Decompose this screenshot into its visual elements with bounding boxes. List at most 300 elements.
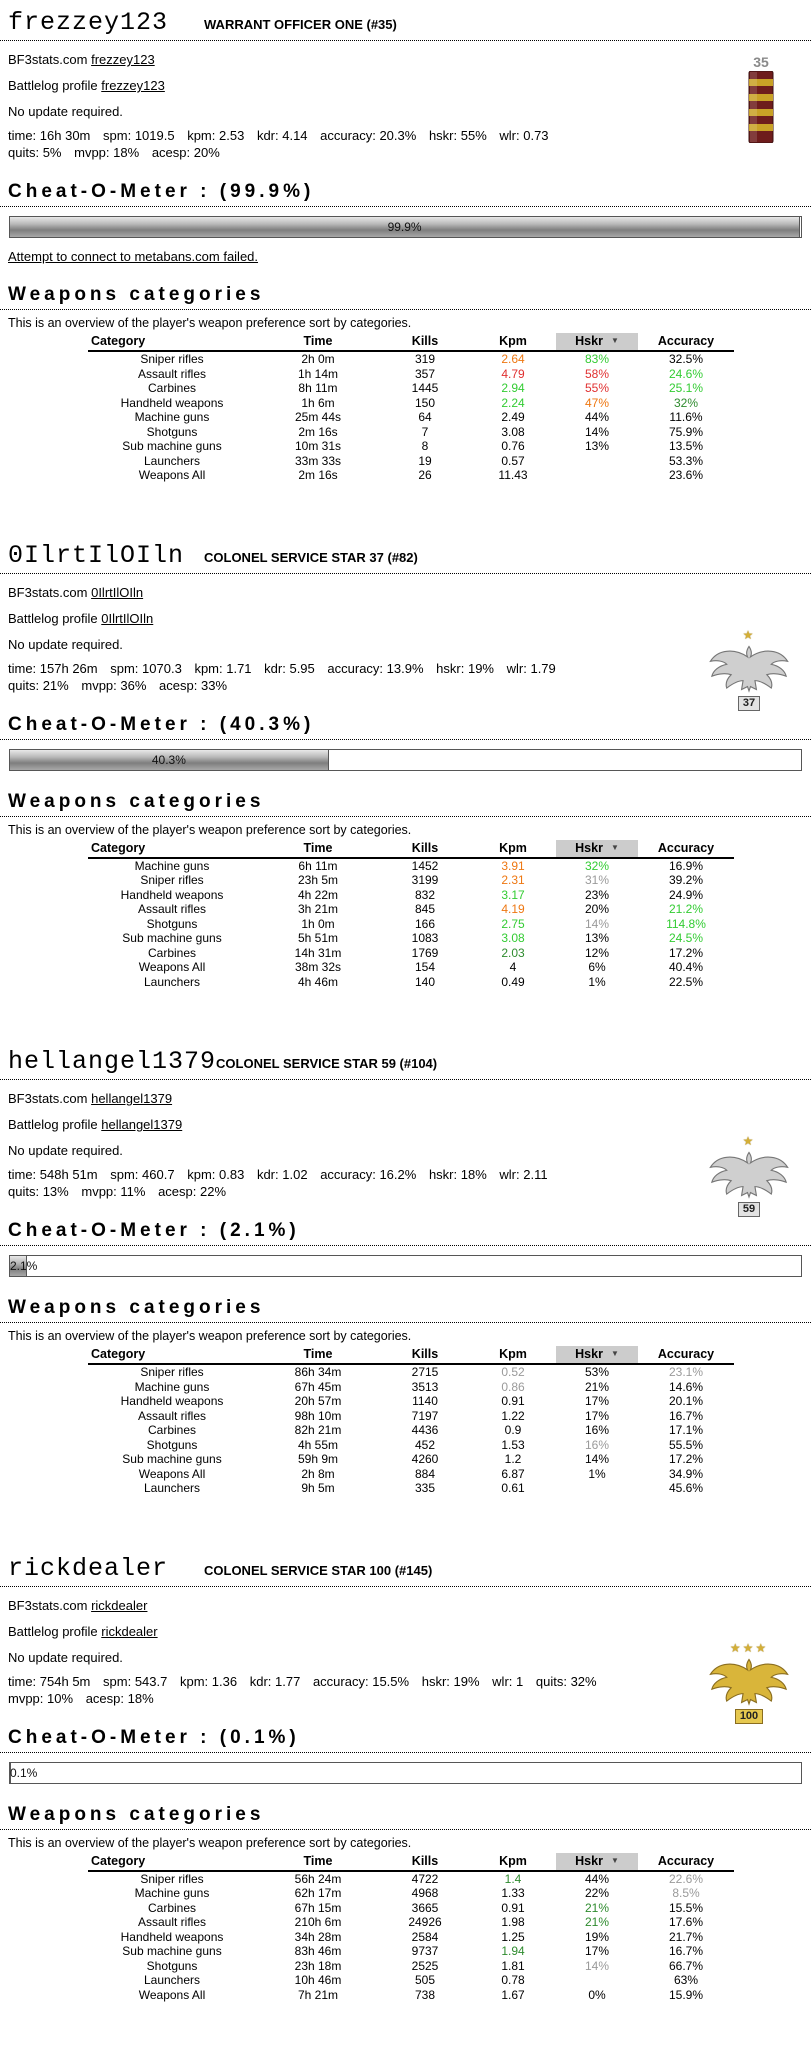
cell-acc: 21.2% [668, 902, 704, 916]
stat-label: acesp: [158, 1184, 197, 1199]
cell-hskr: 13% [584, 931, 610, 945]
weapons-table-row [88, 1944, 734, 1959]
weapons-table-row [88, 1871, 734, 1887]
bf3stats-line [8, 1598, 811, 1613]
cell-hskr [556, 454, 638, 469]
cell-kills: 3513 [411, 1379, 439, 1394]
cell-hskr: 21% [584, 1379, 610, 1394]
weapons-categories-heading: Weapons categories [0, 284, 811, 310]
cell-hskr: 53% [584, 1365, 610, 1379]
cheat-o-meter-heading: Cheat-O-Meter : (2.1%) [0, 1220, 811, 1246]
stat-label: spm: [103, 128, 132, 143]
cell-cat: Shotguns [146, 1958, 198, 1973]
cell-cat: Machine guns [134, 410, 210, 424]
cheat-o-meter-bar [9, 1255, 802, 1277]
cell-time: 25m 44s [294, 410, 342, 424]
cell-kills: 19 [418, 453, 432, 468]
bf3stats-profile-link[interactable]: rickdealer [91, 1597, 148, 1613]
rank-number: 100 [735, 1709, 763, 1724]
column-header-kpm: Kpm [470, 1853, 556, 1871]
cell-kpm: 1.25 [501, 1929, 525, 1944]
rank-number: 37 [738, 696, 760, 711]
cell-hskr [556, 1973, 638, 1988]
rank-insignia-icon [701, 1135, 797, 1217]
bf3stats-profile-link[interactable]: hellangel1379 [91, 1091, 173, 1106]
cell-cat: Carbines [147, 1423, 197, 1437]
weapons-table-row [88, 396, 734, 411]
column-header-category: Category [88, 1346, 256, 1364]
player-header [0, 0, 811, 41]
cell-acc: 23.6% [668, 468, 704, 482]
cheat-o-meter-heading: Cheat-O-Meter : (40.3%) [0, 714, 811, 740]
battlelog-profile-link[interactable]: hellangel1379 [101, 1117, 183, 1132]
stat-value: 1.71 [226, 660, 252, 676]
battlelog-profile-link[interactable]: frezzey123 [101, 78, 165, 93]
weapons-categories-heading: Weapons categories [0, 1804, 811, 1830]
cell-time: 1h 14m [297, 366, 339, 381]
cell-kpm: 1.2 [504, 1452, 522, 1466]
cell-kills: 7 [421, 424, 429, 439]
stat-pair [8, 1167, 98, 1182]
stat-pair [103, 128, 175, 143]
cell-hskr: 14% [584, 916, 610, 931]
cell-time: 34h 28m [294, 1929, 342, 1944]
sort-descending-icon: ▼ [610, 1855, 619, 1865]
stat-value: 21% [42, 677, 69, 693]
column-header-accuracy: Accuracy [638, 333, 734, 351]
weapons-table-row [88, 381, 734, 396]
stat-label: accuracy: [327, 660, 384, 676]
cell-acc: 17.2% [668, 1452, 704, 1466]
stat-label: accuracy: [320, 128, 376, 143]
cell-kpm: 0.52 [501, 1365, 525, 1379]
cell-hskr: 12% [584, 945, 610, 960]
cell-hskr: 55% [584, 381, 610, 395]
cell-hskr: 44% [584, 1871, 610, 1886]
stat-pair [507, 661, 556, 676]
cell-acc: 11.6% [669, 410, 703, 424]
cell-kills: 2715 [411, 1365, 439, 1379]
cell-kpm: 2.49 [501, 410, 525, 424]
metabans-error-link[interactable]: Attempt to connect to metabans.com failed. [8, 249, 259, 264]
player-stats-line [8, 660, 610, 694]
cheat-o-meter-heading: Cheat-O-Meter : (99.9%) [0, 181, 811, 207]
cheat-o-meter-heading: Cheat-O-Meter : (0.1%) [0, 1727, 811, 1753]
cell-time: 10m 31s [294, 439, 342, 453]
stat-pair [8, 678, 69, 693]
colonel-eagle-icon [701, 1135, 797, 1217]
cell-kills: 505 [414, 1973, 436, 1987]
weapons-table-row [88, 1930, 734, 1945]
cell-acc: 24.6% [668, 366, 704, 381]
cell-time: 56h 24m [294, 1871, 342, 1886]
column-header-kpm: Kpm [470, 1346, 556, 1364]
stat-pair [313, 1674, 409, 1689]
cell-kills: 154 [414, 960, 436, 974]
battlelog-line [8, 611, 811, 626]
cell-cat: Sniper rifles [140, 1365, 204, 1379]
stat-value: 1.79 [530, 660, 556, 676]
cell-cat: Machine guns [134, 1886, 210, 1900]
stat-value: 1070.3 [142, 660, 182, 676]
cell-acc: 25.1% [668, 381, 704, 395]
weapons-table-row [88, 946, 734, 961]
stat-label: quits: [8, 1184, 40, 1199]
weapons-description: This is an overview of the player's weapon preference sort by categories. [8, 822, 412, 837]
stat-pair [152, 145, 220, 160]
weapons-table-row [88, 888, 734, 903]
stat-label: wlr: [499, 128, 520, 143]
colonel-eagle-icon [701, 1642, 797, 1724]
warrant-officer-bar-icon [737, 54, 785, 146]
cell-acc: 17.1% [668, 1423, 704, 1437]
cell-cat: Machine guns [134, 858, 210, 873]
cell-kpm: 2.31 [501, 873, 525, 887]
cell-kills: 24926 [408, 1915, 442, 1929]
cell-cat: Handheld weapons [120, 887, 224, 902]
cell-hskr: 14% [584, 1958, 610, 1973]
cheat-o-meter-bar [9, 1762, 802, 1784]
cell-kills: 1140 [412, 1394, 438, 1408]
cell-kills: 9737 [411, 1944, 439, 1958]
stat-value: 0.73 [523, 128, 549, 143]
cell-hskr: 58% [584, 366, 610, 381]
cell-cat: Weapons All [138, 468, 206, 482]
cheat-o-meter-percent: 2.1% [10, 1259, 38, 1273]
column-header-hskr-sort[interactable] [556, 840, 638, 858]
weapons-table-row [88, 367, 734, 382]
cell-cat: Assault rifles [137, 1408, 207, 1423]
stat-pair [180, 1674, 237, 1689]
cell-cat: Shotguns [146, 424, 198, 439]
cell-acc: 16.7% [668, 1944, 704, 1958]
cell-acc: 53.3% [668, 453, 704, 468]
cell-time: 7h 21m [297, 1987, 339, 2002]
stat-label: wlr: [506, 660, 527, 676]
cell-kpm: 1.33 [501, 1886, 525, 1900]
column-header-hskr-sort[interactable] [556, 333, 638, 351]
rank-title: COLONEL SERVICE STAR 100 (#145) [204, 1562, 433, 1578]
cell-acc: 16.9% [668, 858, 704, 873]
stat-label: quits: [8, 677, 40, 693]
stat-value: 157h 26m [39, 660, 98, 676]
battlelog-profile-link[interactable]: rickdealer [101, 1623, 158, 1639]
cell-kills: 452 [414, 1437, 436, 1452]
cell-kpm: 1.53 [501, 1437, 525, 1452]
stat-value: 20.3% [379, 128, 417, 143]
stat-label: hskr: [421, 1673, 450, 1689]
cell-acc: 39.2% [668, 873, 704, 887]
battlelog-line [8, 78, 811, 93]
stat-label: kpm: [187, 128, 216, 143]
stat-pair [429, 1167, 487, 1182]
cell-acc: 32% [673, 395, 699, 410]
cell-kills: 4722 [411, 1871, 439, 1886]
cell-kpm: 0.76 [501, 439, 525, 453]
stat-label: accuracy: [320, 1167, 376, 1182]
cell-cat: Launchers [143, 974, 201, 989]
rank-number: 35 [753, 54, 769, 70]
weapons-table-row [88, 1481, 734, 1496]
stat-value: 33% [200, 677, 228, 693]
cell-time: 10h 46m [294, 1973, 342, 1987]
bf3stats-label: BF3stats.com [8, 1091, 88, 1106]
stat-value: 543.7 [134, 1673, 168, 1689]
update-note: No update required. [8, 1649, 123, 1665]
stat-pair [81, 678, 146, 693]
cell-hskr: 1% [588, 974, 606, 989]
stat-label: spm: [110, 660, 139, 676]
cell-kpm: 3.91 [501, 858, 525, 873]
cell-acc: 13.5% [668, 439, 704, 453]
cell-acc: 17.6% [668, 1915, 704, 1929]
cell-acc: 34.9% [668, 1466, 704, 1481]
player-summary [0, 52, 811, 161]
stat-label: mvpp: [81, 677, 117, 693]
player-section [0, 1546, 811, 2003]
stat-value: 0.83 [219, 1167, 245, 1182]
battlelog-line [8, 1117, 811, 1132]
cell-kpm: 2.75 [501, 916, 525, 931]
cell-cat: Sniper rifles [140, 352, 204, 366]
cell-hskr: 31% [584, 873, 610, 887]
cell-kills: 4260 [411, 1452, 439, 1466]
cell-cat: Assault rifles [137, 1915, 207, 1929]
battlelog-line [8, 1624, 811, 1639]
column-header-hskr-sort[interactable] [556, 1853, 638, 1871]
stat-pair [194, 661, 251, 676]
cell-kills: 319 [414, 352, 436, 366]
stat-label: time: [8, 1673, 37, 1689]
cell-kpm: 0.86 [501, 1379, 525, 1394]
hskr-label: Hskr [575, 334, 603, 348]
cheat-o-meter-fill [10, 750, 329, 770]
cell-time: 59h 9m [297, 1452, 339, 1466]
stat-label: time: [8, 660, 37, 676]
rank-insignia-icon [701, 629, 797, 711]
weapons-table-row [88, 917, 734, 932]
weapons-table-row [88, 1423, 734, 1438]
stat-label: mvpp: [81, 1184, 117, 1199]
cell-kpm: 0.91 [501, 1394, 525, 1408]
stat-value: 55% [460, 128, 487, 143]
stat-label: kdr: [256, 128, 279, 143]
weapons-table-header-row [88, 840, 734, 858]
weapons-table [88, 840, 734, 990]
cell-kills: 150 [414, 395, 436, 410]
cell-cat: Sub machine guns [122, 439, 222, 453]
cell-hskr: 1% [588, 1466, 606, 1481]
cell-hskr: 47% [584, 395, 610, 410]
cell-acc: 17.2% [668, 945, 704, 960]
rank-insignia-icon [737, 54, 785, 146]
hskr-label: Hskr [575, 1347, 603, 1361]
stat-label: time: [8, 128, 37, 143]
cell-hskr: 23% [584, 887, 610, 902]
stat-value: 1.02 [282, 1167, 308, 1182]
weapons-categories-heading: Weapons categories [0, 1297, 811, 1323]
cell-time: 2h 0m [301, 352, 335, 366]
stat-value: 15.5% [372, 1673, 410, 1689]
cell-kills: 1083 [411, 931, 439, 945]
cell-time: 62h 17m [294, 1886, 342, 1900]
stat-pair [250, 1674, 301, 1689]
cell-time: 33m 33s [294, 453, 342, 468]
cell-acc: 55.5% [668, 1437, 704, 1452]
cell-hskr: 17% [584, 1944, 610, 1958]
cell-kills: 166 [414, 916, 436, 931]
column-header-hskr-sort[interactable] [556, 1346, 638, 1364]
stat-label: wlr: [499, 1167, 520, 1182]
stat-value: 460.7 [142, 1167, 175, 1182]
cheat-o-meter-fill [10, 217, 800, 237]
cell-time: 4h 46m [297, 974, 339, 989]
cell-hskr: 6% [588, 960, 606, 974]
bf3stats-label: BF3stats.com [8, 1597, 88, 1613]
stat-pair [74, 145, 139, 160]
cell-time: 82h 21m [294, 1423, 342, 1437]
update-note: No update required. [8, 1143, 123, 1158]
cell-hskr: 14% [584, 424, 610, 439]
player-section [0, 533, 811, 990]
battlelog-profile-link[interactable]: 0IlrtIlOIln [101, 610, 154, 626]
cell-cat: Handheld weapons [120, 1394, 224, 1408]
cell-time: 83h 46m [294, 1944, 342, 1958]
cell-kpm: 3.08 [501, 931, 525, 945]
hskr-label: Hskr [575, 840, 603, 855]
stat-value: 754h 5m [39, 1673, 91, 1689]
cell-cat: Sub machine guns [122, 1944, 222, 1958]
cell-cat: Carbines [147, 1900, 197, 1915]
battlelog-label: Battlelog profile [8, 1623, 98, 1639]
stat-label: mvpp: [74, 145, 110, 160]
cell-hskr [556, 1481, 638, 1496]
weapons-table-row [88, 468, 734, 483]
bf3stats-profile-link[interactable]: frezzey123 [91, 52, 155, 67]
stat-label: kpm: [179, 1673, 209, 1689]
cell-hskr: 16% [584, 1437, 610, 1452]
stat-value: 18% [127, 1690, 154, 1706]
battlelog-label: Battlelog profile [8, 78, 98, 93]
cell-kpm: 4 [509, 960, 517, 974]
cell-acc: 14.6% [668, 1379, 704, 1394]
cell-kills: 845 [414, 902, 436, 916]
player-name: frezzey123 [8, 8, 169, 37]
cell-acc: 21.7% [668, 1929, 704, 1944]
weapons-table-row [88, 931, 734, 946]
stat-label: wlr: [492, 1673, 513, 1689]
cell-cat: Sniper rifles [140, 873, 204, 887]
cell-acc: 114.8% [666, 916, 706, 931]
cheat-o-meter-percent: 99.9% [387, 220, 422, 234]
weapons-table [88, 1853, 734, 2003]
weapons-table-row [88, 1409, 734, 1424]
player-stats-line [8, 1166, 610, 1200]
weapons-table-row [88, 873, 734, 888]
stat-pair [327, 661, 423, 676]
stat-label: hskr: [428, 128, 458, 143]
column-header-category: Category [88, 1853, 256, 1871]
stat-label: kpm: [194, 660, 223, 676]
stat-pair [8, 1184, 69, 1199]
cell-time: 8h 11m [298, 381, 338, 395]
weapons-table-row [88, 1973, 734, 1988]
stat-value: 13.9% [386, 660, 424, 676]
cell-hskr: 21% [584, 1915, 610, 1929]
player-summary [0, 584, 811, 709]
cell-kpm: 1.94 [501, 1944, 525, 1958]
cell-kills: 1769 [411, 945, 439, 960]
column-header-accuracy: Accuracy [638, 1853, 734, 1871]
cell-kills: 4436 [411, 1423, 439, 1437]
weapons-table-row [88, 975, 734, 990]
column-header-time: Time [256, 1346, 380, 1364]
column-header-accuracy: Accuracy [638, 1346, 734, 1364]
cell-hskr: 19% [584, 1929, 610, 1944]
stat-pair [81, 1184, 145, 1199]
stat-label: acesp: [85, 1690, 124, 1706]
weapons-table-row [88, 1394, 734, 1409]
cell-kpm: 0.61 [501, 1481, 525, 1495]
cell-acc: 24.5% [668, 931, 704, 945]
stat-label: spm: [110, 1167, 139, 1182]
cell-kpm: 0.78 [501, 1973, 525, 1987]
player-header [0, 1546, 811, 1587]
weapons-table-row [88, 1452, 734, 1467]
stat-value: 10% [47, 1690, 74, 1706]
stat-pair [8, 1691, 73, 1706]
cell-acc: 63% [673, 1973, 699, 1987]
cell-cat: Weapons All [138, 960, 206, 974]
cell-time: 20h 57m [294, 1394, 342, 1408]
stat-pair [492, 1674, 523, 1689]
cell-hskr: 16% [584, 1423, 610, 1437]
cell-kills: 1445 [411, 381, 439, 395]
weapons-table-row [88, 410, 734, 425]
cell-kills: 884 [414, 1466, 436, 1481]
metabans-status-line [8, 249, 811, 264]
player-summary [0, 1091, 811, 1215]
stat-value: 1.77 [275, 1673, 301, 1689]
cell-time: 67h 15m [294, 1900, 342, 1915]
cell-time: 86h 34m [294, 1365, 342, 1379]
stat-value: 16.2% [379, 1167, 417, 1182]
sort-descending-icon: ▼ [610, 336, 619, 345]
weapons-table-row [88, 1886, 734, 1901]
service-stars-icon: ★★★ [729, 1640, 769, 1655]
stat-label: acesp: [159, 677, 198, 693]
cell-acc: 15.9% [668, 1987, 704, 2002]
weapons-table-row [88, 858, 734, 874]
service-stars-icon: ★ [742, 627, 756, 642]
player-header [0, 1039, 811, 1080]
rank-title: WARRANT OFFICER ONE (#35) [204, 17, 397, 32]
cell-cat: Weapons All [138, 1987, 206, 2002]
bf3stats-profile-link[interactable]: 0IlrtIlOIln [91, 584, 144, 600]
weapons-description: This is an overview of the player's weapon preference sort by categories. [8, 316, 412, 330]
cheat-o-meter-bar [9, 749, 802, 771]
cell-time: 5h 51m [297, 931, 339, 945]
cell-hskr: 44% [584, 410, 610, 424]
cell-kills: 7197 [411, 1408, 439, 1423]
cell-cat: Machine guns [134, 1379, 210, 1394]
battlelog-label: Battlelog profile [8, 1117, 98, 1132]
weapons-table [88, 1346, 734, 1496]
cell-kpm: 1.67 [501, 1987, 525, 2002]
stat-pair [159, 678, 227, 693]
player-name: hellangel1379 [8, 1047, 217, 1076]
column-header-category: Category [88, 840, 256, 858]
